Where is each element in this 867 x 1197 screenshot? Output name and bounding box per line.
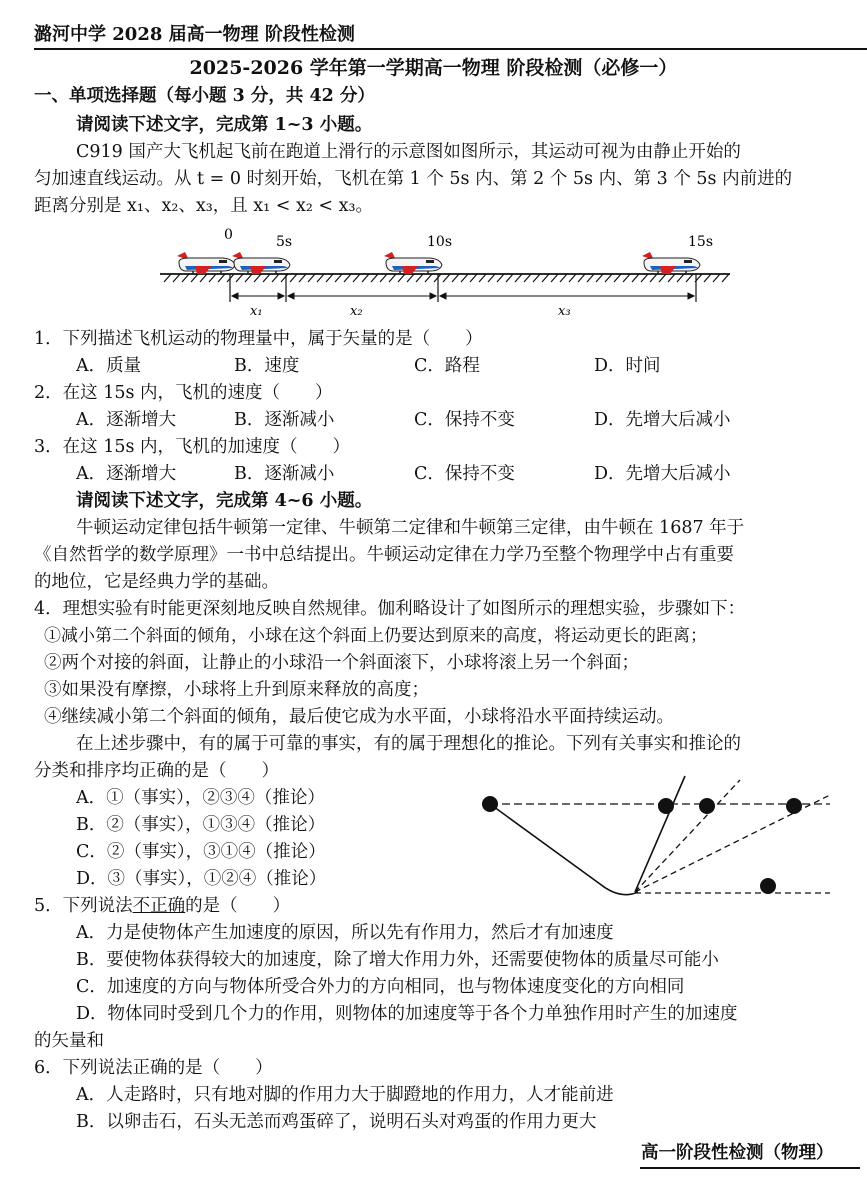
hatch-mark bbox=[182, 274, 189, 282]
option-b: B．逐渐减小 bbox=[234, 464, 335, 484]
hatch-mark bbox=[587, 274, 594, 282]
question-4-text: 在上述步骤中，有的属于可靠的事实，有的属于理想化的推论。下列有关事实和推论的 bbox=[76, 734, 741, 754]
question-4-stem: 4．理想实验有时能更深刻地反映自然规律。伽利略设计了如图所示的理想实验，步骤如下： bbox=[34, 599, 746, 619]
option-a: A．逐渐增大 bbox=[76, 410, 177, 430]
question-6-stem: 6．下列说法正确的是（ ） bbox=[34, 1058, 273, 1078]
airplane-icon bbox=[384, 252, 442, 274]
hatch-mark bbox=[578, 274, 585, 282]
hatch-mark bbox=[254, 274, 261, 282]
instruction-4-6: 请阅读下述文字，完成第 4~6 小题。 bbox=[76, 491, 373, 511]
option-d: D．③（事实），①②④（推论） bbox=[76, 869, 327, 889]
distance-label: x₂ bbox=[350, 304, 363, 319]
dashed-incline bbox=[635, 780, 740, 892]
hatch-mark bbox=[353, 274, 360, 282]
option-b: B．逐渐减小 bbox=[234, 410, 335, 430]
option-c: C．路程 bbox=[414, 356, 480, 376]
hatch-mark bbox=[677, 274, 684, 282]
ball bbox=[699, 798, 715, 814]
step-item: ②两个对接的斜面，让静止的小球沿一个斜面滚下，小球将滚上另一个斜面； bbox=[44, 653, 639, 673]
hatch-mark bbox=[191, 274, 198, 282]
option-c: C．加速度的方向与物体所受合外力的方向相同，也与物体速度变化的方向相同 bbox=[76, 977, 685, 997]
time-label: 10s bbox=[427, 234, 452, 250]
ball bbox=[482, 796, 498, 812]
hatch-mark bbox=[704, 274, 711, 282]
hatch-mark bbox=[686, 274, 693, 282]
school-header: 潞河中学 2028 届高一物理 阶段性检测 bbox=[34, 24, 355, 45]
hatch-mark bbox=[308, 274, 315, 282]
option-c: C．保持不变 bbox=[414, 464, 515, 484]
hatch-mark bbox=[515, 274, 522, 282]
airplane-icon bbox=[642, 252, 700, 274]
question-3-stem: 3．在这 15s 内，飞机的加速度（ ） bbox=[34, 437, 351, 457]
step-item: ③如果没有摩擦，小球将上升到原来释放的高度； bbox=[44, 680, 429, 700]
hatch-mark bbox=[542, 274, 549, 282]
option-d: D．物体同时受到几个力的作用，则物体的加速度等于各个力单独作用时产生的加速度 bbox=[76, 1004, 738, 1024]
passage-line: 《自然哲学的数学原理》一书中总结提出。牛顿运动定律在力学乃至整个物理学中占有重要 bbox=[34, 545, 734, 565]
right-incline bbox=[635, 776, 685, 892]
option-c: C．②（事实），③①④（推论） bbox=[76, 842, 326, 862]
hatch-mark bbox=[461, 274, 468, 282]
hatch-mark bbox=[560, 274, 567, 282]
passage-line: 牛顿运动定律包括牛顿第一定律、牛顿第二定律和牛顿第三定律，由牛顿在 1687 年于 bbox=[76, 518, 745, 538]
hatch-mark bbox=[263, 274, 270, 282]
page-footer: 高一阶段性检测（物理） bbox=[641, 1143, 834, 1163]
hatch-mark bbox=[488, 274, 495, 282]
galileo-incline-figure bbox=[470, 772, 840, 907]
hatch-mark bbox=[416, 274, 423, 282]
hatch-mark bbox=[173, 274, 180, 282]
footer-rule bbox=[640, 1167, 860, 1169]
hatch-mark bbox=[452, 274, 459, 282]
hatch-mark bbox=[497, 274, 504, 282]
ball bbox=[786, 798, 802, 814]
hatch-mark bbox=[335, 274, 342, 282]
option-b: B．速度 bbox=[234, 356, 300, 376]
ball bbox=[658, 798, 674, 814]
hatch-mark bbox=[389, 274, 396, 282]
hatch-mark bbox=[425, 274, 432, 282]
airplane-icon bbox=[232, 252, 290, 274]
hatch-mark bbox=[218, 274, 225, 282]
hatch-mark bbox=[605, 274, 612, 282]
option-a: A．人走路时，只有地对脚的作用力大于脚蹬地的作用力，人才能前进 bbox=[76, 1085, 614, 1105]
hatch-mark bbox=[344, 274, 351, 282]
hatch-mark bbox=[479, 274, 486, 282]
option-d: D．先增大后减小 bbox=[594, 410, 731, 430]
hatch-mark bbox=[641, 274, 648, 282]
time-label: 5s bbox=[276, 234, 293, 250]
passage-line: C919 国产大飞机起飞前在跑道上滑行的示意图如图所示，其运动可视为由静止开始的 bbox=[76, 142, 741, 162]
option-d-continued: 的矢量和 bbox=[34, 1031, 104, 1051]
question-4-text: 分类和排序均正确的是（ ） bbox=[34, 761, 279, 781]
hatch-mark bbox=[551, 274, 558, 282]
runway-figure bbox=[150, 222, 740, 322]
hatch-mark bbox=[569, 274, 576, 282]
runway-hatching bbox=[164, 274, 729, 282]
hatch-mark bbox=[236, 274, 243, 282]
time-label: 0 bbox=[224, 227, 233, 243]
hatch-mark bbox=[272, 274, 279, 282]
hatch-mark bbox=[533, 274, 540, 282]
hatch-mark bbox=[245, 274, 252, 282]
hatch-mark bbox=[722, 274, 729, 282]
left-incline bbox=[490, 804, 638, 895]
hatch-mark bbox=[164, 274, 171, 282]
hatch-mark bbox=[623, 274, 630, 282]
option-d: D．时间 bbox=[594, 356, 661, 376]
hatch-mark bbox=[290, 274, 297, 282]
distance-label: x₁ bbox=[250, 304, 263, 319]
hatch-mark bbox=[470, 274, 477, 282]
option-d: D．先增大后减小 bbox=[594, 464, 731, 484]
hatch-mark bbox=[524, 274, 531, 282]
option-b: B．以卵击石，石头无恙而鸡蛋碎了，说明石头对鸡蛋的作用力更大 bbox=[76, 1112, 597, 1132]
hatch-mark bbox=[299, 274, 306, 282]
step-item: ④继续减小第二个斜面的倾角，最后使它成为水平面，小球将沿水平面持续运动。 bbox=[44, 707, 674, 727]
option-c: C．保持不变 bbox=[414, 410, 515, 430]
option-a: A．质量 bbox=[76, 356, 142, 376]
hatch-mark bbox=[398, 274, 405, 282]
hatch-mark bbox=[596, 274, 603, 282]
hatch-mark bbox=[200, 274, 207, 282]
hatch-mark bbox=[506, 274, 513, 282]
option-b: B．②（事实），①③④（推论） bbox=[76, 815, 326, 835]
passage-line: 匀加速直线运动。从 t = 0 时刻开始，飞机在第 1 个 5s 内、第 2 个 5s 内、第 3 个 5s 内前进的 bbox=[34, 169, 793, 189]
hatch-mark bbox=[659, 274, 666, 282]
question-2-stem: 2．在这 15s 内，飞机的速度（ ） bbox=[34, 383, 333, 403]
step-item: ①减小第二个斜面的倾角，小球在这个斜面上仍要达到原来的高度，将运动更长的距离； bbox=[44, 626, 707, 646]
instruction-1-3: 请阅读下述文字，完成第 1~3 小题。 bbox=[76, 115, 373, 135]
airplane-icon bbox=[177, 252, 235, 274]
hatch-mark bbox=[317, 274, 324, 282]
hatch-mark bbox=[668, 274, 675, 282]
hatch-mark bbox=[650, 274, 657, 282]
question-5-stem: 5．下列说法不正确的是（ ） bbox=[34, 896, 291, 916]
passage-line: 距离分别是 x₁、x₂、x₃，且 x₁ < x₂ < x₃。 bbox=[34, 196, 374, 216]
emphasis-not-correct: 不正确 bbox=[132, 896, 186, 916]
passage-line: 的地位，它是经典力学的基础。 bbox=[34, 572, 279, 592]
section-title: 一、单项选择题（每小题 3 分，共 42 分） bbox=[34, 86, 375, 106]
option-a: A．力是使物体产生加速度的原因，所以先有作用力，然后才有加速度 bbox=[76, 923, 614, 943]
hatch-mark bbox=[380, 274, 387, 282]
hatch-mark bbox=[443, 274, 450, 282]
hatch-mark bbox=[326, 274, 333, 282]
time-label: 15s bbox=[688, 234, 713, 250]
header-rule bbox=[34, 48, 867, 50]
hatch-mark bbox=[713, 274, 720, 282]
hatch-mark bbox=[632, 274, 639, 282]
hatch-mark bbox=[371, 274, 378, 282]
option-a: A．逐渐增大 bbox=[76, 464, 177, 484]
hatch-mark bbox=[362, 274, 369, 282]
option-b: B．要使物体获得较大的加速度，除了增大作用力外，还需要使物体的质量尽可能小 bbox=[76, 950, 719, 970]
hatch-mark bbox=[407, 274, 414, 282]
distance-label: x₃ bbox=[558, 304, 571, 319]
option-a: A．①（事实），②③④（推论） bbox=[76, 788, 325, 808]
question-1-stem: 1．下列描述飞机运动的物理量中，属于矢量的是（ ） bbox=[34, 329, 483, 349]
hatch-mark bbox=[209, 274, 216, 282]
hatch-mark bbox=[281, 274, 288, 282]
hatch-mark bbox=[614, 274, 621, 282]
ball bbox=[760, 878, 776, 894]
exam-title: 2025-2026 学年第一学期高一物理 阶段检测（必修一） bbox=[189, 57, 678, 79]
